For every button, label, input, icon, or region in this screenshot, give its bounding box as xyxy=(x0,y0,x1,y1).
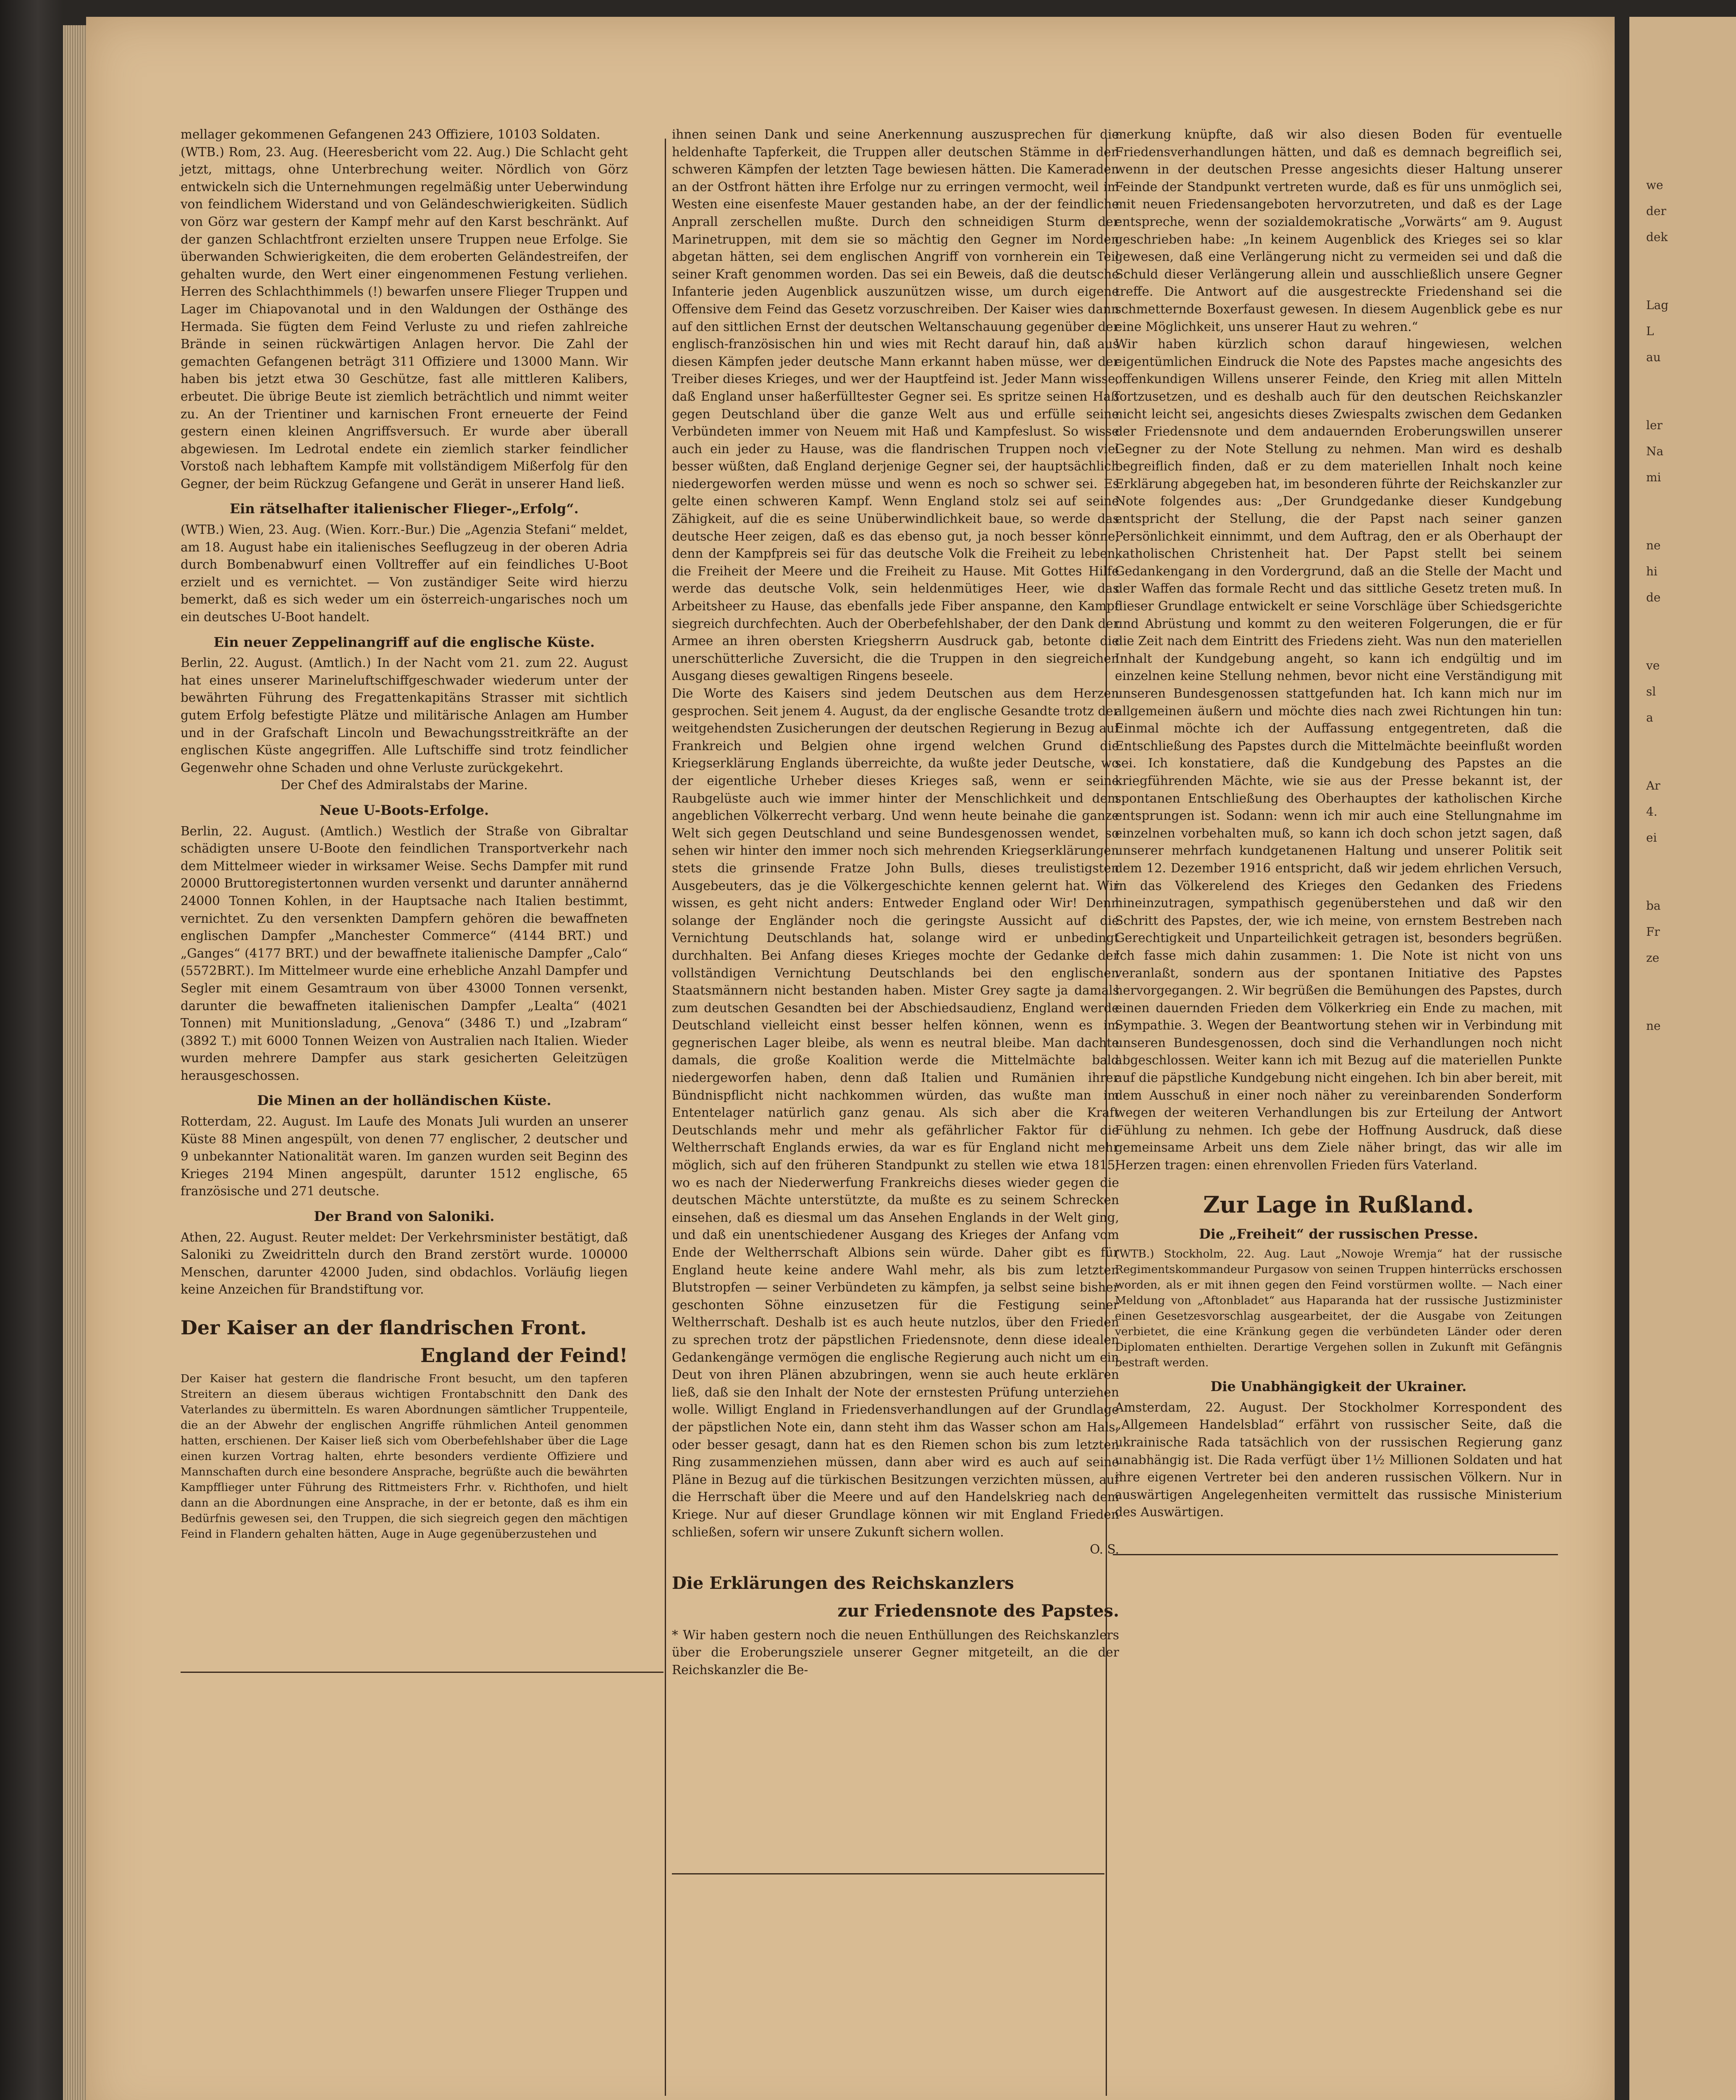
adjacent-page-fragment: Na xyxy=(1646,444,1664,458)
adjacent-page-fragment: hi xyxy=(1646,564,1657,578)
adjacent-page-fragment: der xyxy=(1646,204,1666,218)
article-text: (WTB.) Stockholm, 22. Aug. Laut „Nowoje Wremja“ hat der russische Regimentskommandeur Purgasow von seinen Truppen hinterrücks erschossen worden, als er mit ihnen gegen den Feind vorstürmen wollte. — Nach einer Meldung von „Aftonbladet“ aus Haparanda hat der russische Justizminister einen Gesetzesvorschlag ausgearbeitet, der die Ausgabe von Zeitungen verbietet, die eine Kränkung gegen die verbündeten Länder oder deren Diplomaten enthielten. Derartige Vergehen sollen in Zukunft mit Gefängnis bestraft werden. xyxy=(1115,1247,1562,1370)
article-heading: Der Brand von Saloniki. xyxy=(314,1208,495,1225)
column-3 xyxy=(1115,126,1562,1521)
adjacent-page-fragment: ei xyxy=(1646,831,1657,845)
adjacent-page-fragment: Fr xyxy=(1646,925,1660,939)
article-headline: England der Feind! xyxy=(420,1344,628,1367)
column-1 xyxy=(181,126,628,1542)
article-text: Rotterdam, 22. August. Im Laufe des Monats Juli wurden an unserer Küste 88 Minen angespült, von denen 77 englischer, 2 deutscher und 9 unbekannter Nationalität waren. Im ganzen wurden seit Beginn des Krieges 2194 Minen angespült, darunter 1512 englische, 65 französische und 271 deutsche. xyxy=(181,1114,628,1199)
adjacent-page-fragment: sl xyxy=(1646,685,1656,698)
article-headline: Der Kaiser an der flandrischen Front. xyxy=(181,1316,587,1339)
adjacent-page-fragment: mi xyxy=(1646,470,1661,484)
article-text: Berlin, 22. August. (Amtlich.) Westlich der Straße von Gibraltar schädigten unsere U-Boote den feindlichen Transportverkehr nach dem Mittelmeer wieder in wirksamer Weise. Sechs Dampfer mit rund 20000 Bruttoregistertonnen wurden versenkt und darunter annähernd 24000 Tonnen Kohlen, in der Hauptsache nach Italien bestimmt, vernichtet. Zu den versenkten Dampfern gehören die bewaffneten englischen Dampfer „Manchester Commerce“ (4144 BRT.) und „Ganges“ (4177 BRT.) und der bewaffnete italienische Dampfer „Calo“ (5572BRT.). Im Mittelmeer wurde eine erhebliche Anzahl Dampfer und Segler mit einem Gesamtraum von über 43000 Tonnen versenkt, darunter die bewaffneten italienischen Dampfer „Lealta“ (4021 Tonnen) mit Munitionsladung, „Genova“ (3486 T.) und „Izabram“ (3892 T.) mit 6000 Tonnen Weizen von Australien nach Italien. Wieder wurden mehrere Dampfer aus stark gesicherten Geleitzügen herausgeschossen. xyxy=(181,824,628,1083)
article-text: Berlin, 22. August. (Amtlich.) In der Nacht vom 21. zum 22. August hat eines unserer Marineluftschiffgeschwader wiederum unter der bewährten Führung des Fregattenkapitäns Strasser mit sichtlich gutem Erfolg befestigte Plätze und militärische Anlagen am Humber und in der Grafschaft Lincoln und Bewachungsstreitkräfte an der englischen Küste angegriffen. Alle Luftschiffe sind trotz feindlicher Gegenwehr ohne Schaden und ohne Verluste zurückgekehrt. xyxy=(181,656,628,775)
section-rule-1 xyxy=(181,1672,663,1673)
adjacent-page-fragment: ne xyxy=(1646,1019,1661,1033)
adjacent-page-fragment: Ar xyxy=(1646,779,1660,793)
article-signature: Der Chef des Admiralstabs der Marine. xyxy=(281,778,528,793)
adjacent-page-fragment: ler xyxy=(1646,418,1663,432)
article-text: ihnen seinen Dank und seine Anerkennung auszusprechen für die heldenhafte Tapferkeit, die Truppen aller deutschen Stämme in den schweren Kämpfen der letzten Tage bewiesen hätten. Die Kameraden an der Ostfront hätten ihre Erfolge nur zu erringen vermocht, weil im Westen eine eisenfeste Mauer gestanden habe, an der der feindliche Anprall zerschellen mußte. Durch den schneidigen Sturm der Marinetruppen, mit dem sie so mächtig den Gegner im Norden abgetan hätten, sei dem englischen Angriff von vornherein ein Teil seiner Kraft genommen worden. Das sei ein Beweis, daß die deutsche Infanterie jeden Augenblick auszunützen wisse, um durch eigene Offensive dem Feind das Gesetz vorzuschreiben. Der Kaiser wies dann auf den sittlichen Ernst der deutschen Weltanschauung gegenüber der englisch-französischen hin und wies mit Recht darauf hin, daß aus diesen Kämpfen jeder deutsche Mann erkannt haben müsse, wer der Treiber dieses Krieges, und wer der Hauptfeind ist. Jeder Mann wisse, daß England unser haßerfülltester Gegner sei. Es spritze seinen Haß gegen Deutschland über die ganze Welt aus und erfülle seine Verbündeten immer von Neuem mit Haß und Kampfeslust. So wisse auch ein jeder zu Hause, was die flandrischen Truppen noch viel besser wüßten, daß England derjenige Gegner sei, der hauptsächlich niedergeworfen werden müsse und wenn es noch so schwer sei. Es gelte einen schweren Kampf. Wenn England stolz sei auf seine Zähigkeit, auf die es seine Unüberwindlichkeit baue, so werde das deutsche Heer zeigen, daß es das ebenso gut, ja noch besser könne, denn der Kampfpreis sei für das deutsche Volk die Freiheit zu leben, die Freiheit der Meere und die Freiheit zu Hause. Mit Gottes Hilfe werde das deutsche Volk, sein heldenmütiges Heer, wie das Arbeitsheer zu Hause, das ebenfalls jede Fiber anspanne, den Kampf siegreich durchfechten. Auch der Oberbefehlshaber, der den Dank der Armee an ihren obersten Kriegsherrn Ausdruck gab, betonte die unerschütterliche Zuversicht, die die Truppen in den siegreichen Ausgang dieses gewaltigen Ringens beseele. xyxy=(672,127,1119,683)
adjacent-page-fragment: 4. xyxy=(1646,805,1657,819)
adjacent-page-fragment: ne xyxy=(1646,538,1661,552)
adjacent-page-fragment: dek xyxy=(1646,230,1668,244)
article-text: Wir haben kürzlich schon darauf hingewiesen, welchen eigentümlichen Eindruck die Note des Papstes mache angesichts des offenkundigen Willens unserer Feinde, den Krieg mit allen Mitteln fortzusetzen, und es deshalb auch für den deutschen Reichskanzler nicht leicht sei, angesichts dieses Zwiespalts zwischen dem Gedanken der Friedensnote und dem andauernden Eroberungswillen unserer Gegner zu der Note Stellung zu nehmen. Man wird es deshalb begreiflich finden, daß er zu dem materiellen Inhalt noch keine Erklärung abgegeben hat, im besonderen führte der Reichskanzler zur Note folgendes aus: „Der Grundgedanke dieser Kundgebung entspricht der Stellung, die der Papst nach seiner ganzen Persönlichkeit einnimmt, und dem Auftrag, den er als Oberhaupt der katholischen Christenheit hat. Der Papst stellt bei seinem Gedankengang in den Vordergrund, daß an die Stelle der Macht und der Waffen das formale Recht und das sittliche Gesetz treten muß. In dieser Grundlage entwickelt er seine Vorschläge über Schiedsgerichte und Abrüstung und kommt zu den weiteren Folgerungen, die er für die Zeit nach dem Eintritt des Friedens zieht. Was nun den materiellen Inhalt der Kundgebung angeht, so kann ich endgültig und im einzelnen keine Stellung nehmen, bevor nicht eine Verständigung mit unseren Bundesgenossen stattgefunden hat. Ich kann mich nur im allgemeinen äußern und möchte dies nach zwei Richtungen hin tun: Einmal möchte ich der Auffassung entgegentreten, daß die Entschließung des Papstes durch die Mittelmächte beeinflußt worden sei. Ich konstatiere, daß die Kundgebung des Papstes an die kriegführenden Mächte, wie sie aus der Presse bekannt ist, der spontanen Entschließung des Oberhauptes der katholischen Kirche entsprungen ist. Sodann: wenn ich mir auch eine Stellungnahme im einzelnen vorbehalten muß, so kann ich doch schon jetzt sagen, daß unserer mehrfach kundgetanenen Haltung und unserer Politik seit dem 12. Dezember 1916 entspricht, daß wir jedem ehrlichen Versuch, in das Völkerelend des Krieges den Gedanken des Friedens hineinzutragen, sympathisch gegenüberstehen und daß wir den Schritt des Papstes, der, wie ich meine, von ernstem Bestreben nach Gerechtigkeit und Unparteilichkeit getragen ist, besonders begrüßen. Ich fasse mich dahin zusammen: 1. Die Note ist nicht von uns veranlaßt, sondern aus der spontanen Initiative des Papstes hervorgegangen. 2. Wir begrüßen die Bemühungen des Papstes, durch einen dauernden Frieden dem Völkerkrieg ein Ende zu machen, mit Sympathie. 3. Wegen der Beantwortung stehen wir in Verbindung mit unseren Bundesgenossen, doch sind die Verhandlungen noch nicht abgeschlossen. Weiter kann ich mit Bezug auf die materiellen Punkte auf die päpstliche Kundgebung nicht eingehen. Ich bin aber bereit, mit dem Ausschuß in einer noch näher zu vereinbarenden Sonderform wegen der weiteren Verhandlungen bis zur Erteilung der Antwort Fühlung zu nehmen. Ich gebe der Hoffnung Ausdruck, daß diese gemeinsame Arbeit uns dem Ziele näher bringt, das wir alle im Herzen tragen: einen ehrenvollen Frieden fürs Vaterland. xyxy=(1115,337,1562,1173)
article-text: Der Kaiser hat gestern die flandrische Front besucht, um den tapferen Streitern an diesem überaus wichtigen Frontabschnitt den Dank des Vaterlandes zu übermitteln. Es waren Abordnungen sämtlicher Truppenteile, die an der Abwehr der englischen Angriffe rühmlichen Anteil genommen hatten, erschienen. Der Kaiser ließ sich vom Oberbefehlshaber über die Lage einen kurzen Vortrag halten, ehrte besonders verdiente Offiziere und Mannschaften durch eine besondere Ansprache, begrüßte auch die bewährten Kampfflieger unter Führung des Rittmeisters Frhr. v. Richthofen, und hielt dann an die Abordnungen eine Ansprache, in der er betonte, daß es ihm ein Bedürfnis gewesen sei, den Truppen, die sich siegreich gegen den mächtigen Feind in Flandern gehalten hätten, Auge in Auge gegenüberzustehen und xyxy=(181,1372,628,1541)
article-heading: Neue U-Boots-Erfolge. xyxy=(319,802,489,818)
column-rule-1 xyxy=(665,139,666,2096)
adjacent-page-fragment: ze xyxy=(1646,951,1660,965)
adjacent-page-fragment: au xyxy=(1646,350,1661,364)
section-rule-3 xyxy=(1113,1554,1558,1555)
article-heading: Die Minen an der holländischen Küste. xyxy=(257,1092,551,1109)
adjacent-page-fragment: ba xyxy=(1646,899,1661,913)
column-2 xyxy=(672,126,1119,1679)
adjacent-page-fragment: L xyxy=(1646,324,1654,338)
adjacent-page-fragment: Lag xyxy=(1646,298,1669,312)
article-text: Athen, 22. August. Reuter meldet: Der Verkehrsminister bestätigt, daß Saloniki zu Zweidritteln durch den Brand zerstört wurde. 100000 Menschen, darunter 42000 Juden, sind obdachlos. Vorläufig liegen keine Anzeichen für Brandstiftung vor. xyxy=(181,1230,628,1297)
adjacent-page-fragment: we xyxy=(1646,178,1663,192)
article-heading: Die Unabhängigkeit der Ukrainer. xyxy=(1210,1378,1467,1395)
article-text: (WTB.) Wien, 23. Aug. (Wien. Korr.-Bur.) Die „Agenzia Stefani“ meldet, am 18. August habe ein italienisches Seeflugzeug in der oberen Adria durch Bombenabwurf einen Volltreffer auf ein feindliches U-Boot erzielt und es vernichtet. — Von zuständiger Seite wird hierzu bemerkt, daß es sich weder um ein österreich-ungarisches noch um ein deutsches U-Boot handelt. xyxy=(181,522,628,625)
adjacent-page-fragment: a xyxy=(1646,711,1653,724)
adjacent-page-fragments xyxy=(1646,176,1730,1043)
article-text: (WTB.) Rom, 23. Aug. (Heeresbericht vom 22. Aug.) Die Schlacht geht jetzt, mittags, ohne Unterbrechung weiter. Nördlich von Görz entwickeln sich die Unternehmungen regelmäßig unter Ueberwindung von feindlichem Widerstand und von Geländeschwierigkeiten. Südlich von Görz war gestern der Kampf mehr auf den Karst beschränkt. Auf der ganzen Schlachtfront erzielten unsere Truppen neue Erfolge. Sie überwanden Schwierigkeiten, die dem eroberten Geländestreifen, der gehalten wurde, den Wert einer eingenommenen Festung verliehen. Herren des Schlachthimmels (!) bewarfen unsere Flieger Truppen und Lager im Chiapovanotal und in den Waldungen der Osthänge des Hermada. Sie fügten dem Feind Verluste zu und riefen zahlreiche Brände in seinen rückwärtigen Anlagen hervor. Die Zahl der gemachten Gefangenen beträgt 311 Offiziere und 13000 Mann. Wir haben bis jetzt etwa 30 Geschütze, fast alle mittleren Kalibers, erbeutet. Die übrige Beute ist ziemlich beträchtlich und nimmt weiter zu. An der Trientiner und karnischen Front erneuerte der Feind gestern einen kleinen Angriffsversuch. Er wurde aber überall abgewiesen. Im Ledrotal endete ein ziemlich starker feindlicher Vorstoß nach lebhaftem Kampfe mit vollständigem Mißerfolg für den Gegner, der beim Rückzug Gefangene und Gerät in unserer Hand ließ. xyxy=(181,144,628,491)
article-signature: O. S. xyxy=(1090,1542,1119,1557)
book-binding xyxy=(0,0,63,2100)
article-text: Amsterdam, 22. August. Der Stockholmer Korrespondent des „Allgemeen Handelsblad“ erfährt von russischer Seite, daß die ukrainische Rada tatsächlich von der russischen Regierung ganz unabhängig ist. Die Rada verfügt über 1½ Millionen Soldaten und hat ihre eigenen Vertreter bei den anderen russischen Völkern. Nur in auswärtigen Angelegenheiten vermittelt das russische Ministerium des Auswärtigen. xyxy=(1115,1400,1562,1520)
article-text: * Wir haben gestern noch die neuen Enthüllungen des Reichskanzlers über die Eroberungsziele unserer Gegner mitgeteilt, an die der Reichskanzler die Be- xyxy=(672,1628,1119,1677)
article-headline: Zur Lage in Rußland. xyxy=(1203,1191,1474,1218)
article-subheading: Die „Freiheit“ der russischen Presse. xyxy=(1199,1226,1478,1242)
adjacent-page-fragment: de xyxy=(1646,591,1661,604)
article-heading: Ein rätselhafter italienischer Flieger-„Erfolg“. xyxy=(230,501,579,517)
section-rule-2 xyxy=(672,1873,1104,1874)
article-heading: Ein neuer Zeppelinangriff auf die englische Küste. xyxy=(213,634,595,650)
article-text: Die Worte des Kaisers sind jedem Deutschen aus dem Herzen gesprochen. Seit jenem 4. August, da der englische Gesandte trotz der weitgehendsten Zusicherungen der deutschen Regierung in Bezug auf Frankreich und Belgien ohne irgend welchen Grund die Kriegserklärung Englands überreichte, da wußte jeder Deutsche, wo der eigentliche Urheber dieses Krieges saß, wenn er seine Raubgelüste auch wie immer hinter der Menschlichkeit und dem angeblichen Völkerrecht verbarg. Und wenn heute beinahe die ganze Welt sich gegen Deutschland und seine Bundesgenossen wendet, so sehen wir hinter den immer noch sich mehrenden Kriegserklärungen stets die grinsende Fratze John Bulls, dieses treulistigsten Ausgebeuters, das je die Völkergeschichte kennen gelernt hat. Wir wissen, es geht nicht anders: Entweder England oder Wir! Denn solange der Engländer noch die geringste Aussicht auf die Vernichtung Deutschlands hat, solange wird er unbedingt durchhalten. Bei Anfang dieses Krieges mochte der Gedanke der vollständigen Vernichtung Deutschlands bei den englischen Staatsmännern nicht bestanden haben. Mister Grey sagte ja damals zum deutschen Gesandten bei der Abschiedsaudienz, England werde Deutschland vielleicht einst besser helfen können, wenn es im gegnerischen Lager bleibe, als wenn es neutral bleibe. Man dachte damals, die große Koalition werde die Mittelmächte bald niedergeworfen haben, denn daß Italien und Rumänien ihrer Bündnispflicht nicht nachkommen würden, das wußte man im Ententelager natürlich ganz genau. Als sich aber die Kraft Deutschlands mehr und mehr als gefährlicher Faktor für die Weltherrschaft Englands erwies, da war es für England nicht mehr möglich, sich auf den früheren Standpunkt zu stellen wie etwa 1815, wo es nach der Niederwerfung Frankreichs dieses wieder gegen die deutschen Mächte unterstützte, da mußte es zu seinem Schrecken einsehen, daß es diesmal um das Ansehen Englands in der Welt ging, und daß ein unentschiedener Ausgang des Krieges der Anfang vom Ende der Weltherrschaft Albions sein würde. Daher gibt es für England heute keine andere Wahl mehr, als bis zum letzten Blutstropfen — seiner Verbündeten zu kämpfen, ja selbst seine bisher geschonten Söhne einzusetzen für die Festigung seiner Weltherrschaft. Deshalb ist es auch heute nutzlos, über den Frieden zu sprechen trotz der päpstlichen Friedensnote, denn diese idealen Gedankengänge vermögen die englische Regierung auch nicht um ein Deut von ihren Plänen abzubringen, wenn sie auch heute erklären ließ, daß sie den Inhalt der Note der ernstesten Prüfung unterziehen wolle. Willigt England in Friedensverhandlungen auf der Grundlage der päpstlichen Note ein, dann steht ihm das Wasser schon am Hals, oder besser gesagt, dann hat es den Riemen schon bis zum letzten Ring zusammenziehen müssen, dann aber wird es auch auf seine Pläne in Bezug auf die türkischen Besitzungen verzichten müssen, auf die Herrschaft über die Meere und auf den Handelskrieg nach dem Kriege. Nur auf dieser Grundlage können wir mit England Frieden schließen, sofern wir unsere Zukunft sichern wollen. xyxy=(672,686,1119,1539)
article-headline: Die Erklärungen des Reichskanzlers xyxy=(672,1573,1014,1593)
article-text: mellager gekommenen Gefangenen 243 Offiziere, 10103 Soldaten. xyxy=(181,127,601,142)
article-text: merkung knüpfte, daß wir also diesen Boden für eventuelle Friedensverhandlungen hätten, und daß es demnach begreiflich sei, wenn in der deutschen Presse angesichts dieser Haltung unserer Feinde der Standpunkt vertreten wurde, daß es für uns unmöglich sei, mit neuen Friedensangeboten hervorzutreten, und daß es der Lage entspreche, wenn der sozialdemokratische „Vorwärts“ am 9. August geschrieben habe: „In keinem Augenblick des Krieges sei so klar gewesen, daß eine Verlängerung nicht zu vermeiden sei und daß die Schuld dieser Verlängerung allein und ausschließlich unsere Gegner treffe. Die Antwort auf die ausgestreckte Friedenshand sei die schmetternde Boxerfaust gewesen. In diesem Augenblick gebe es nur eine Möglichkeit, uns unserer Haut zu wehren.“ xyxy=(1115,127,1562,334)
article-headline: zur Friedensnote des Papstes. xyxy=(837,1601,1119,1621)
adjacent-page-fragment: ve xyxy=(1646,659,1660,672)
